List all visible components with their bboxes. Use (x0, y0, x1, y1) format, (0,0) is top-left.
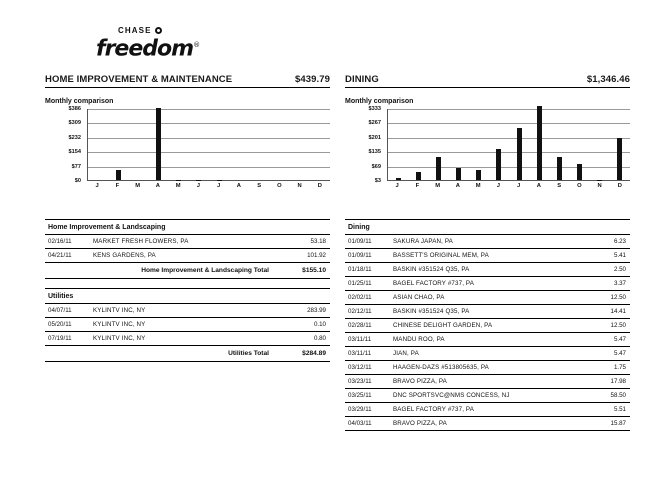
x-axis-tick-label: N (597, 183, 602, 189)
section-name: Utilities (45, 289, 330, 304)
y-axis-tick-label: $77 (71, 163, 81, 170)
transaction-amount: 1.75 (571, 361, 630, 375)
bar (617, 138, 622, 180)
transaction-amount: 0.80 (271, 332, 330, 346)
x-axis-tick-label: A (536, 183, 541, 189)
bar-slot (209, 109, 229, 180)
x-axis-tick-label: J (217, 183, 221, 189)
bar (476, 170, 481, 180)
transaction-amount: 6.23 (571, 235, 630, 249)
bar-slot (449, 109, 469, 180)
table-row[interactable] (345, 277, 630, 291)
bar (537, 106, 542, 180)
x-axis-tick-label: S (257, 183, 262, 189)
category-total-amount: $439.79 (294, 74, 330, 85)
y-axis-tick-label: $201 (368, 134, 381, 141)
transaction-amount: 2.50 (571, 263, 630, 277)
plot-area (387, 109, 630, 181)
monthly-comparison-chart-block (345, 98, 630, 187)
table-row[interactable] (345, 291, 630, 305)
transaction-date: 02/28/11 (345, 319, 390, 333)
x-axis-tick-label: A (455, 183, 460, 189)
y-axis-labels (45, 106, 83, 184)
transaction-table (45, 219, 330, 362)
transaction-amount: 15.87 (571, 417, 630, 431)
transaction-amount: 5.41 (571, 249, 630, 263)
x-axis-line (88, 180, 330, 181)
bar-slot (388, 109, 408, 180)
bar-slot (149, 109, 169, 180)
x-axis-tick-label: J (95, 183, 99, 189)
x-axis-tick-label: J (496, 183, 500, 189)
plot-area (87, 109, 330, 181)
transaction-date: 02/12/11 (345, 305, 390, 319)
transaction-description: MANDU ROO, PA (390, 333, 571, 347)
bar-series (88, 109, 330, 180)
bar-slot (169, 109, 189, 180)
category-title: DINING (345, 74, 379, 85)
transaction-amount: 101.92 (271, 249, 330, 263)
transaction-description: ASIAN CHAO, PA (390, 291, 571, 305)
chart-title: Monthly comparison (345, 98, 414, 105)
transaction-amount: 12.50 (571, 291, 630, 305)
y-axis-tick-label: $267 (368, 120, 381, 127)
transaction-date: 03/11/11 (345, 333, 390, 347)
section-header-row (345, 220, 630, 235)
table-row[interactable] (345, 361, 630, 375)
table-row[interactable] (45, 332, 330, 346)
category-total-amount: $1,346.46 (586, 74, 630, 85)
bar (577, 164, 582, 180)
section-total-amount: $155.10 (271, 263, 330, 279)
section-spacer (45, 279, 330, 289)
transaction-amount: 58.50 (571, 389, 630, 403)
x-axis-tick-label: D (317, 183, 322, 189)
transaction-date: 07/19/11 (45, 332, 90, 346)
y-axis-tick-label: $135 (368, 149, 381, 156)
y-axis-tick-label: $309 (68, 120, 81, 127)
bar-slot (249, 109, 269, 180)
bar-slot (270, 109, 290, 180)
transaction-description: HAAGEN-DAZS #513805635, PA (390, 361, 571, 375)
table-row[interactable] (345, 389, 630, 403)
y-axis-tick-label: $0 (74, 178, 81, 184)
spacer-cell (45, 279, 330, 289)
bar-slot (128, 109, 148, 180)
table-row[interactable] (345, 417, 630, 431)
x-axis-tick-label: O (577, 183, 582, 189)
category-header (45, 74, 330, 88)
transaction-description: KYLINTV INC, NY (90, 332, 271, 346)
x-axis-labels (87, 183, 330, 189)
trademark-symbol: ® (193, 41, 200, 49)
transaction-date: 04/03/11 (345, 417, 390, 431)
bar-slot (408, 109, 428, 180)
transaction-amount: 5.47 (571, 347, 630, 361)
bar (116, 170, 121, 180)
section-header-row (45, 289, 330, 304)
bar-slot (189, 109, 209, 180)
x-axis-tick-label: A (236, 183, 241, 189)
freedom-label: freedom (96, 36, 194, 62)
x-axis-tick-label: F (415, 183, 420, 189)
transaction-description: BASKIN #351524 Q35, PA (390, 263, 571, 277)
transaction-description: KENS GARDENS, PA (90, 249, 271, 263)
transaction-amount: 283.99 (271, 304, 330, 318)
x-axis-tick-label: S (557, 183, 562, 189)
category-column-home-improvement (45, 74, 330, 362)
transaction-amount: 5.47 (571, 333, 630, 347)
bar (396, 178, 401, 180)
bar (517, 128, 522, 180)
x-axis-tick-label: M (435, 183, 441, 189)
transaction-date: 05/20/11 (45, 318, 90, 332)
x-axis-tick-label: J (517, 183, 521, 189)
transaction-date: 03/29/11 (345, 403, 390, 417)
x-axis-tick-label: N (297, 183, 302, 189)
bar-series (388, 109, 630, 180)
chase-label: CHASE (118, 26, 152, 35)
bar-slot (88, 109, 108, 180)
y-axis-tick-label: $69 (371, 163, 381, 170)
transaction-date: 03/11/11 (345, 347, 390, 361)
transaction-amount: 53.18 (271, 235, 330, 249)
table-row[interactable] (345, 249, 630, 263)
x-axis-tick-label: M (135, 183, 141, 189)
table-row[interactable] (45, 249, 330, 263)
bar-chart (345, 106, 630, 189)
category-column-dining (345, 74, 630, 431)
y-axis-tick-label: $386 (68, 106, 81, 112)
bar-slot (469, 109, 489, 180)
table-row[interactable] (345, 319, 630, 333)
x-axis-tick-label: A (155, 183, 160, 189)
table-row[interactable] (345, 333, 630, 347)
category-title: HOME IMPROVEMENT & MAINTENANCE (45, 74, 233, 85)
transaction-date: 02/02/11 (345, 291, 390, 305)
y-axis-tick-label: $3 (374, 178, 381, 184)
table-row[interactable] (345, 347, 630, 361)
x-axis-tick-label: J (196, 183, 200, 189)
transaction-description: MARKET FRESH FLOWERS, PA (90, 235, 271, 249)
bar-slot (489, 109, 509, 180)
transaction-amount: 14.41 (571, 305, 630, 319)
y-axis-tick-label: $154 (68, 149, 81, 156)
table-row[interactable] (45, 304, 330, 318)
x-axis-tick-label: M (175, 183, 181, 189)
bar (436, 157, 441, 180)
transaction-description: BRAVO PIZZA, PA (390, 375, 571, 389)
x-axis-tick-label: J (395, 183, 399, 189)
table-row[interactable] (345, 235, 630, 249)
transaction-date: 01/18/11 (345, 263, 390, 277)
transaction-date: 01/25/11 (345, 277, 390, 291)
transaction-amount: 5.51 (571, 403, 630, 417)
transaction-amount: 17.98 (571, 375, 630, 389)
freedom-wordmark (96, 34, 206, 60)
bar-slot (549, 109, 569, 180)
section-name: Home Improvement & Landscaping (45, 220, 330, 235)
x-axis-tick-label: F (115, 183, 120, 189)
bar-slot (590, 109, 610, 180)
monthly-comparison-chart-block (45, 98, 330, 187)
section-total-label: Home Improvement & Landscaping Total (45, 263, 271, 279)
transaction-description: BAGEL FACTORY #737, PA (390, 277, 571, 291)
section-name: Dining (345, 220, 630, 235)
x-axis-line (388, 180, 630, 181)
bar (557, 157, 562, 180)
x-axis-tick-label: D (617, 183, 622, 189)
transaction-description: BASSETT'S ORIGINAL MEM, PA (390, 249, 571, 263)
transaction-date: 03/12/11 (345, 361, 390, 375)
bar-slot (570, 109, 590, 180)
bar-chart (45, 106, 330, 189)
bar-slot (509, 109, 529, 180)
transaction-description: BASKIN #351524 Q35, PA (390, 305, 571, 319)
x-axis-labels (387, 183, 630, 189)
y-axis-labels (345, 106, 383, 184)
transaction-description: DNC SPORTSVC@NMS CONCESS, NJ (390, 389, 571, 403)
bar-slot (529, 109, 549, 180)
table-row[interactable] (345, 403, 630, 417)
chart-title: Monthly comparison (45, 98, 114, 105)
transaction-date: 01/09/11 (345, 235, 390, 249)
bar (156, 108, 161, 180)
transaction-date: 02/16/11 (45, 235, 90, 249)
table-row[interactable] (45, 235, 330, 249)
transaction-date: 04/07/11 (45, 304, 90, 318)
x-axis-tick-label: M (475, 183, 481, 189)
bar-slot (108, 109, 128, 180)
transaction-description: BRAVO PIZZA, PA (390, 417, 571, 431)
transaction-amount: 12.50 (571, 319, 630, 333)
bar-slot (310, 109, 330, 180)
table-row[interactable] (345, 305, 630, 319)
section-total-row (45, 346, 330, 362)
y-axis-tick-label: $333 (368, 106, 381, 112)
transaction-amount: 0.10 (271, 318, 330, 332)
bar-slot (229, 109, 249, 180)
transaction-description: JIAN, PA (390, 347, 571, 361)
chase-freedom-logo (96, 26, 206, 62)
table-row[interactable] (345, 375, 630, 389)
table-row[interactable] (345, 263, 630, 277)
transaction-description: KYLINTV INC, NY (90, 318, 271, 332)
transaction-table (345, 219, 630, 431)
chase-octagon-icon (155, 27, 162, 34)
section-total-amount: $284.89 (271, 346, 330, 362)
y-axis-tick-label: $232 (68, 134, 81, 141)
transaction-description: BAGEL FACTORY #737, PA (390, 403, 571, 417)
transaction-date: 03/23/11 (345, 375, 390, 389)
bar-slot (290, 109, 310, 180)
category-header (345, 74, 630, 88)
bar (456, 168, 461, 180)
section-total-label: Utilities Total (45, 346, 271, 362)
transaction-description: KYLINTV INC, NY (90, 304, 271, 318)
transaction-date: 03/25/11 (345, 389, 390, 403)
transaction-date: 04/21/11 (45, 249, 90, 263)
section-total-row (45, 263, 330, 279)
transaction-date: 01/09/11 (345, 249, 390, 263)
transaction-description: CHINESE DELIGHT GARDEN, PA (390, 319, 571, 333)
transaction-description: SAKURA JAPAN, PA (390, 235, 571, 249)
section-header-row (45, 220, 330, 235)
bar-slot (428, 109, 448, 180)
bar (496, 149, 501, 180)
bar (416, 172, 421, 180)
transaction-amount: 3.37 (571, 277, 630, 291)
bar-slot (610, 109, 630, 180)
x-axis-tick-label: O (277, 183, 282, 189)
table-row[interactable] (45, 318, 330, 332)
